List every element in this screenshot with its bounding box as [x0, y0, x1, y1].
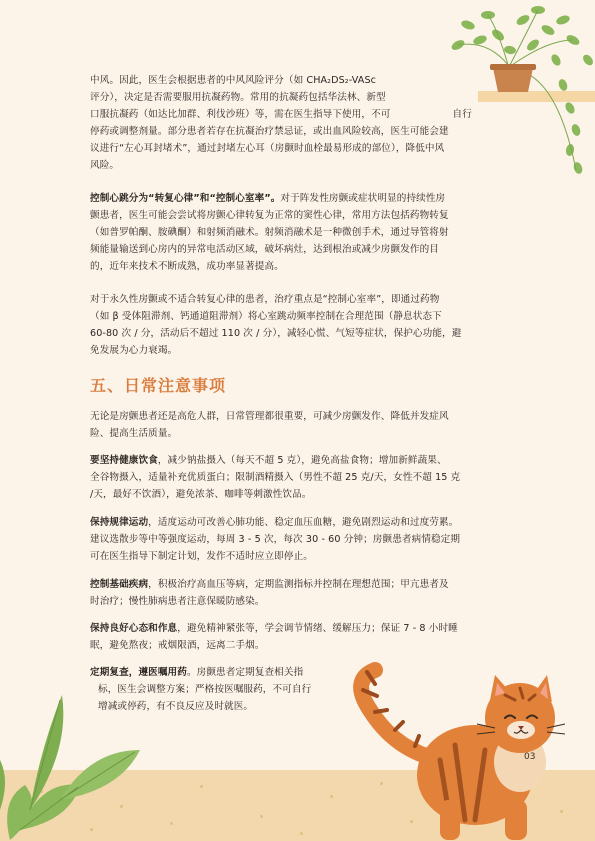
- p6-line-3: 可在医生指导下制定计划，发作不适时应立即停止。: [90, 551, 313, 562]
- p5-bold-lead: 要坚持健康饮食: [90, 455, 158, 466]
- page-number: 03: [524, 752, 536, 762]
- p1-line-6: 风险。: [90, 160, 120, 171]
- p2-line-5: 的，近年来技术不断成熟，成功率显著提高。: [90, 261, 284, 272]
- p5-line-3: /天，最好不饮酒），避免浓茶、咖啡等刺激性饮品。: [90, 489, 312, 500]
- p7-line-2: 时治疗；慢性肺病患者注意保暖防感染。: [90, 596, 265, 607]
- p7-line-1: 控制基础疾病，积极治疗高血压等病，定期监测指标并控制在理想范围；甲亢患者及: [90, 579, 449, 590]
- p8-line-1: 保持良好心态和作息，避免精神紧张等，学会调节情绪、缓解压力；保证 7 - 8 小时睡: [90, 623, 458, 634]
- p7-bold-lead: 控制基础疾病: [90, 579, 149, 590]
- p4-line-1: 无论是房颤患者还是高危人群，日常管理都很重要，可减少房颤发作、降低并发症风: [90, 411, 449, 422]
- p1-line-1: 中风。因此，医生会根据患者的中风风险评分（如 CHA₂DS₂-VASc: [90, 75, 377, 86]
- p2-line-1: 控制心跳分为“转复心律”和“控制心室率”。对于阵发性房颤或症状明显的持续性房: [90, 193, 446, 204]
- p1-line-3: 口服抗凝药（如达比加群、利伐沙班）等，需在医生指导下使用，不可 自行: [90, 109, 472, 120]
- paragraph-rate-control: [90, 291, 510, 359]
- p9-bold-lead: 定期复查，遵医嘱用药: [90, 667, 187, 678]
- p3-line-2: （如 β 受体阻滞剂、钙通道阻滞剂）将心室跳动频率控制在合理范围（静息状态下: [90, 311, 442, 322]
- paragraph-exercise: [90, 514, 510, 565]
- p3-line-1: 对于永久性房颤或不适合转复心律的患者，治疗重点是“控制心室率”，即通过药物: [90, 294, 440, 305]
- p6-line-2: 建议选散步等中等强度运动，每周 3 - 5 次，每次 30 - 60 分钟；房颤患者病情稳定期: [90, 534, 461, 545]
- paragraph-diet: [90, 452, 510, 503]
- paragraph-underlying-disease: [90, 576, 510, 610]
- p3-line-4: 免发展为心力衰竭。: [90, 345, 178, 356]
- p8-line-2: 眠，避免熬夜；戒烟限酒，远离二手烟。: [90, 640, 265, 651]
- p6-line-1: 保持规律运动，适度运动可改善心肺功能、稳定血压血糖，避免剧烈运动和过度劳累。: [90, 517, 459, 528]
- p5-line-1: 要坚持健康饮食，减少钠盐摄入（每天不超 5 克），避免高盐食物；增加新鲜蔬果、: [90, 455, 447, 466]
- paragraph-follow-up: [90, 664, 355, 715]
- p2-bold-lead: 控制心跳分为“转复心律”和“控制心室率”。: [90, 193, 281, 204]
- cat-icon: [345, 650, 570, 841]
- p3-line-3: 60-80 次 / 分，活动后不超过 110 次 / 分），减轻心慌、气短等症状，保护心功能，避: [90, 328, 462, 339]
- p9-line-3: 增减或停药，有不良反应及时就医。: [98, 701, 254, 712]
- p1-line-4: 停药或调整剂量。部分患者若存在抗凝治疗禁忌证，或出血风险较高，医生可能会建: [90, 126, 449, 137]
- paragraph-mindset-sleep: [90, 620, 510, 654]
- p4-line-2: 险、提高生活质量。: [90, 428, 178, 439]
- p5-line-2: 全谷物摄入，适量补充优质蛋白；限制酒精摄入（男性不超 25 克/天，女性不超 15 克: [90, 472, 461, 483]
- section-heading: 五、日常注意事项: [90, 376, 227, 395]
- p2-line-2: 颤患者，医生可能会尝试将房颤心律转复为正常的窦性心律，常用方法包括药物转复: [90, 210, 449, 221]
- p2-line-3: （如普罗帕酮、胺碘酮）和射频消融术。射频消融术是一种微创手术，通过导管将射: [90, 227, 449, 238]
- p8-bold-lead: 保持良好心态和作息: [90, 623, 178, 634]
- paragraph-anticoagulation: [90, 72, 510, 174]
- p1-line-3-tail: 自行: [452, 109, 472, 120]
- p9-line-2: 标，医生会调整方案；严格按医嘱服药，不可自行: [98, 684, 312, 695]
- p1-line-2: 评分），决定是否需要服用抗凝药物。常用的抗凝药包括华法林、新型: [90, 92, 386, 103]
- p1-line-5: 议进行“左心耳封堵术”，通过封堵左心耳（房颤时血栓最易形成的部位），降低中风: [90, 143, 445, 154]
- paragraph-daily-intro: [90, 408, 510, 442]
- p6-bold-lead: 保持规律运动: [90, 517, 149, 528]
- p2-line-4: 频能量输送到心房内的异常电活动区域，破坏病灶，达到根治或减少房颤发作的目: [90, 244, 439, 255]
- paragraph-heart-rhythm: [90, 190, 510, 275]
- p9-line-1: 定期复查，遵医嘱用药。房颤患者定期复查相关指: [90, 667, 304, 678]
